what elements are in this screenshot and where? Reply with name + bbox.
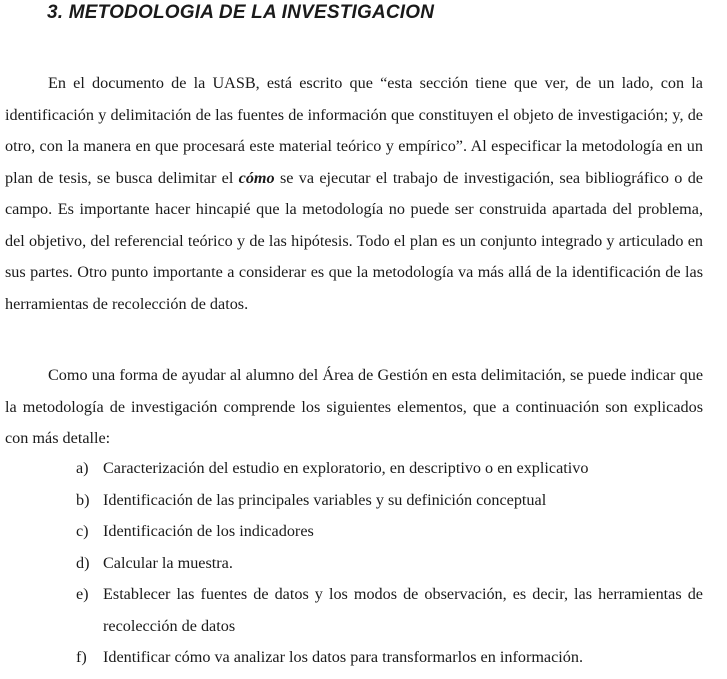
list-item-text: Identificación de las principales variables y su definición conceptual [103, 490, 547, 509]
list-marker: b) [76, 490, 90, 509]
list-marker: d) [76, 553, 90, 572]
paragraph-text-after: se va ejecutar el trabajo de investigación, sea bibliográfico o de campo. Es importante hacer hincapié que la metodología no puede ser construida apartada del problema, del objetivo, del referencial teórico y de las hipótesis. Todo el plan es un conjunto integrado y articulado en sus partes. Otro punto importante a considerar es que la metodología va más allá de la identificación de las herramientas de recolección de datos. [5, 168, 703, 313]
list-item-text: Caracterización del estudio en exploratorio, en descriptivo o en explicativo [103, 459, 589, 477]
paragraph-elements-intro: Como una forma de ayudar al alumno del Área de Gestión en esta delimitación, se puede indicar que la metodología de investigación comprende los siguientes elementos, que a continuación son explicados con más detalle: [5, 366, 703, 447]
list-item [76, 579, 703, 642]
list-item-text: Identificar cómo va analizar los datos para transformarlos en información. [103, 648, 584, 666]
list-marker: f) [76, 648, 87, 666]
list-item [76, 453, 703, 485]
methodology-elements-list [76, 453, 703, 674]
paragraph-text-before: En el documento de la UASB, está escrito que “esta sección tiene que ver, de un lado, con la identificación y delimitación de las fuentes de información que constituyen el objeto de investigación; y, de otro, con la manera en que procesará este material teórico y empírico”. Al especificar la metodología en un plan de tesis, se busca delimitar el [5, 74, 703, 187]
list-item [76, 642, 703, 674]
list-marker: c) [76, 522, 89, 540]
list-item [76, 516, 703, 548]
list-item-text: Identificación de los indicadores [103, 522, 314, 540]
section-heading: 3. METODOLOGIA DE LA INVESTIGACION [47, 2, 435, 23]
list-item-text: Calcular la muestra. [103, 553, 233, 572]
paragraph-methodology-intro [5, 68, 703, 320]
list-item [76, 485, 703, 517]
list-item-text: Establecer las fuentes de datos y los modos de observación, es decir, las herramientas de recolección de datos [103, 585, 703, 635]
emphasis-como: cómo [238, 168, 275, 187]
list-marker: e) [76, 585, 89, 603]
list-marker: a) [76, 459, 89, 477]
list-item [76, 548, 703, 580]
